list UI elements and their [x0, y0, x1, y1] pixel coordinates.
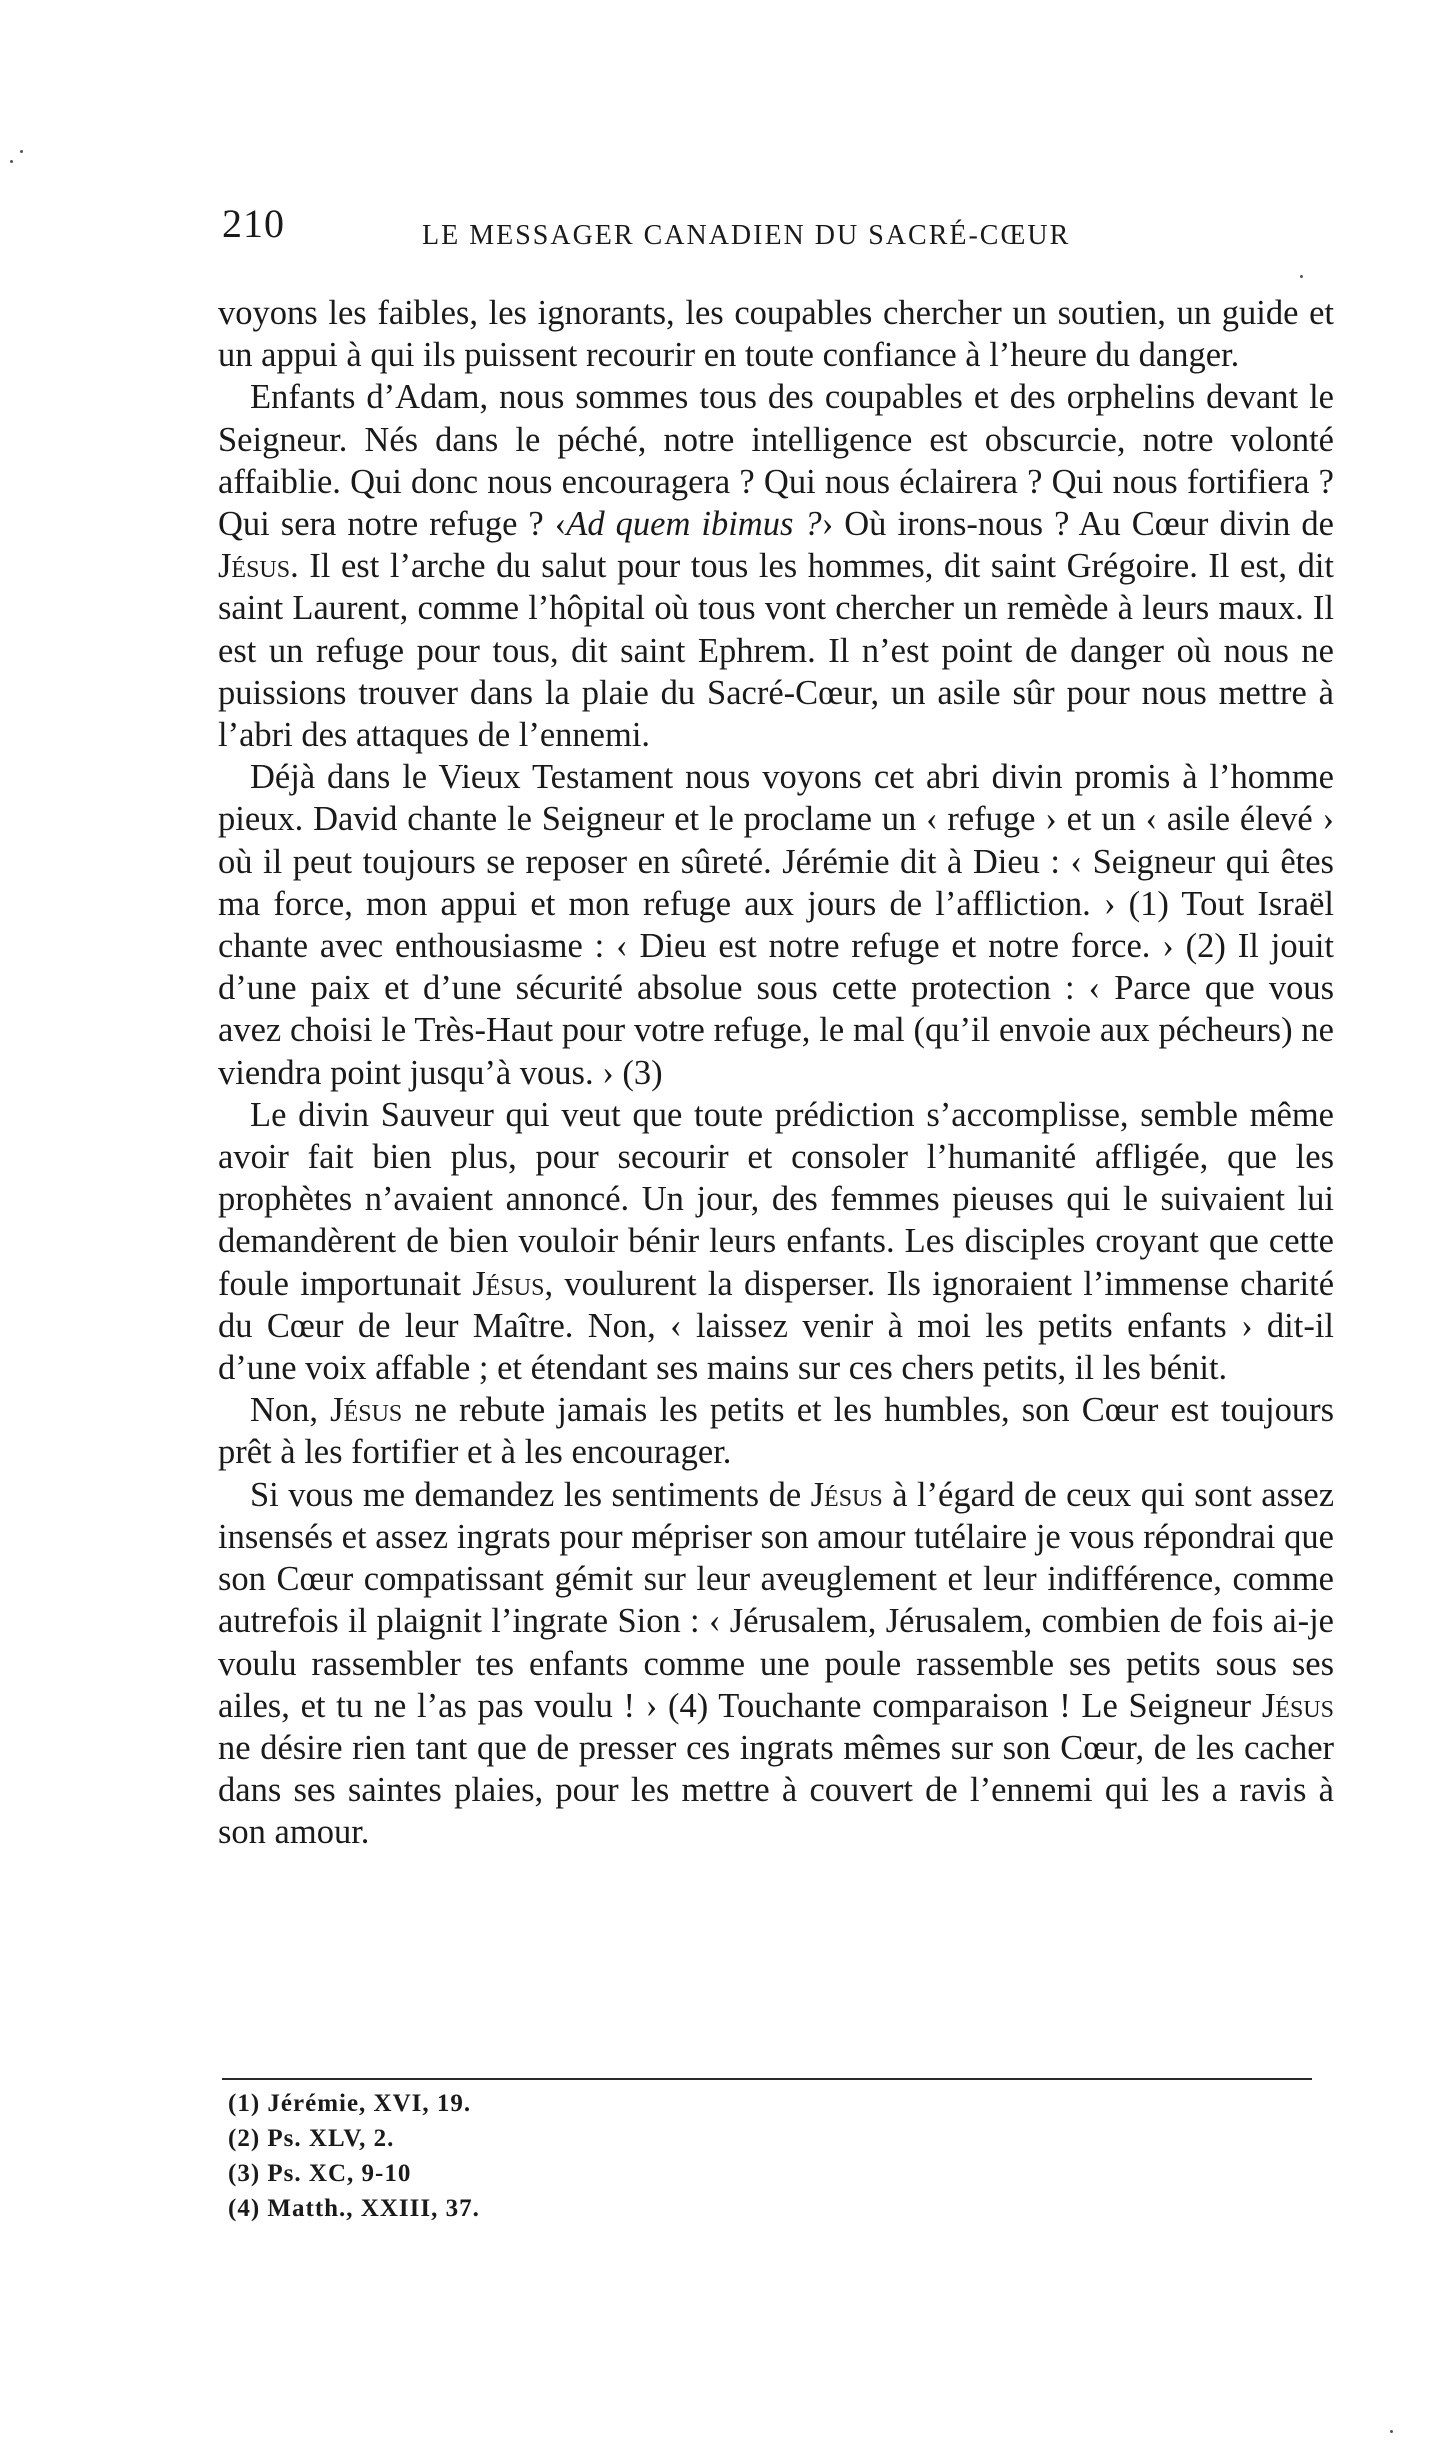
footnote-1: (1) Jérémie, XVI, 19. [228, 2090, 472, 2117]
scan-speck [1390, 2430, 1393, 2433]
paragraph-6: Si vous me demandez les sentiments de Jésus à l’égard de ceux qui sont assez insensés et assez ingrats pour mépriser son amour tutélaire je vous répondrai que son Cœur compatissant gémit sur leur aveuglement et leur indifférence, comme autrefois il plaignit l’ingrate Sion : ‹ Jérusalem, Jérusalem, combien de fois ai-je voulu rassembler tes enfants comme une poule rassemble ses petits sous ses ailes, et tu ne l’as pas voulu ! › (4) Touchante comparaison ! Le Seigneur Jésus ne désire rien tant que de presser ces ingrats mêmes sur son Cœur, de les cacher dans ses saintes plaies, pour les mettre à couvert de l’ennemi qui les a ravis à son amour. [218, 1475, 1335, 1852]
scan-speck [10, 160, 13, 163]
footnote-3: (3) Ps. XC, 9-10 [228, 2160, 412, 2187]
name-jesus: Jésus [218, 547, 291, 586]
paragraph-5: Non, Jésus ne rebute jamais les petits et les humbles, son Cœur est toujours prêt à les fortifier et à les encourager. [218, 1391, 1334, 1472]
paragraph-4: Le divin Sauveur qui veut que toute prédiction s’accomplisse, semble même avoir fait bien plus, pour secourir et consoler l’humanité affligée, que les prophètes n’avaient annoncé. Un jour, des femmes pieuses qui le suivaient lui demandèrent de bien vouloir bénir leurs enfants. Les disciples croyant que cette foule importunait Jésus, voulurent la disperser. Ils ignoraient l’immense charité du Cœur de leur Maître. Non, ‹ laissez venir à moi les petits enfants › dit-il d’une voix affable ; et étendant ses mains sur ces chers petits, il les bénit. [218, 1095, 1335, 1388]
page-header [222, 200, 1332, 260]
footnote-4: (4) Matth., XXIII, 37. [228, 2195, 480, 2222]
footnote-2: (2) Ps. XLV, 2. [228, 2125, 395, 2152]
footnote-divider [222, 2078, 1312, 2080]
scan-speck [1300, 275, 1303, 278]
latin-quote: Ad quem ibimus ? [566, 505, 822, 544]
page-number: 210 [222, 201, 285, 246]
name-jesus: Jésus [1261, 1686, 1334, 1725]
name-jesus: Jésus [330, 1391, 403, 1430]
name-jesus: Jésus [472, 1264, 545, 1303]
paragraph-3: Déjà dans le Vieux Testament nous voyons cet abri divin promis à l’homme pieux. David chante le Seigneur et le proclame un ‹ refuge › et un ‹ asile élevé › où il peut toujours se reposer en sûreté. Jérémie dit à Dieu : ‹ Seigneur qui êtes ma force, mon appui et mon refuge aux jours de l’affliction. › (1) Tout Israël chante avec enthousiasme : ‹ Dieu est notre refuge et notre force. › (2) Il jouit d’une paix et d’une sécurité absolue sous cette protection : ‹ Parce que vous avez choisi le Très-Haut pour votre refuge, le mal (qu’il envoie aux pécheurs) ne viendra point jusqu’à vous. › (3) [218, 758, 1334, 1092]
running-title: LE MESSAGER CANADIEN DU SACRÉ-CŒUR [422, 220, 1071, 251]
footnotes [228, 2086, 1128, 2226]
paragraph-1: voyons les faibles, les ignorants, les coupables chercher un soutien, un guide et un appui à qui ils puissent recourir en toute confiance à l’heure du danger. [218, 294, 1334, 375]
body-text [218, 292, 1334, 1854]
name-jesus: Jésus [810, 1475, 883, 1514]
paragraph-2: Enfants d’Adam, nous sommes tous des coupables et des orphelins devant le Seigneur. Nés dans le péché, notre intelligence est obscurcie, notre volonté affaiblie. Qui donc nous encouragera ? Qui nous éclairera ? Qui nous fortifiera ? Qui sera notre refuge ? ‹Ad quem ibimus ?› Où irons-nous ? Au Cœur divin de Jésus. Il est l’arche du salut pour tous les hommes, dit saint Grégoire. Il est, dit saint Laurent, comme l’hôpital où tous vont chercher un remède à leurs maux. Il est un refuge pour tous, dit saint Ephrem. Il n’est point de danger où nous ne puissions trouver dans la plaie du Sacré-Cœur, un asile sûr pour nous mettre à l’abri des attaques de l’ennemi. [218, 378, 1334, 755]
scan-speck [20, 150, 23, 153]
